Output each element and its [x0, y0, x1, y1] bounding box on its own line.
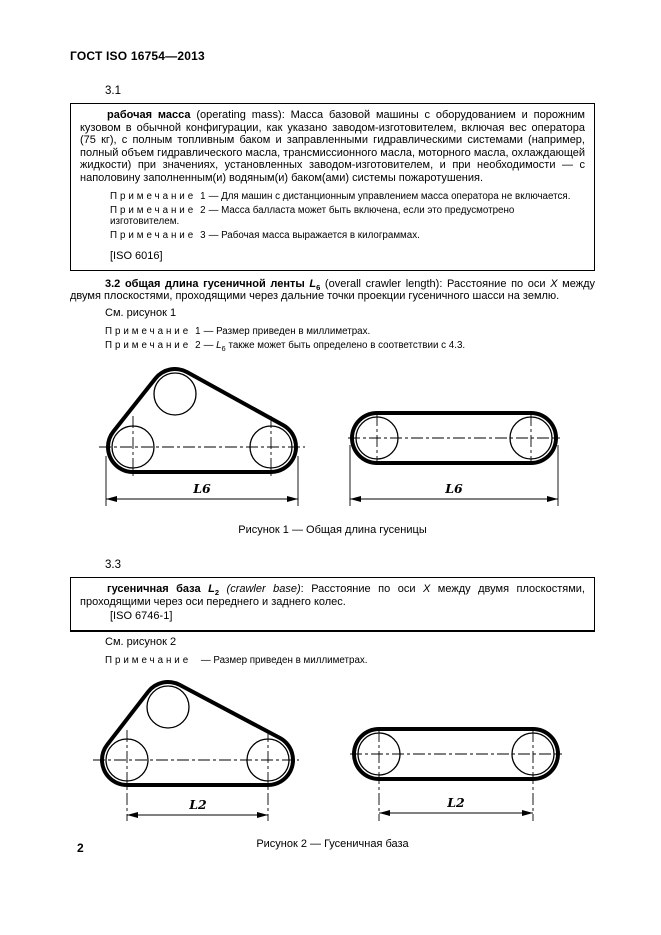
- dimension-arrow-left: [379, 810, 390, 816]
- see-figure-1: См. рисунок 1: [105, 306, 177, 319]
- dimension-label-L2: L2: [189, 796, 207, 812]
- dimension-arrow-right: [257, 812, 268, 818]
- definition-box-3-3: [70, 577, 595, 632]
- definition-3-1: [80, 109, 585, 184]
- iso-reference-6746-1: [ISO 6746-1]: [110, 610, 173, 622]
- figure-1-oval-crawler-drawing: [348, 405, 562, 511]
- figure-1-caption: Рисунок 1 — Общая длина гусеницы: [238, 524, 427, 536]
- figure-1: [70, 359, 595, 511]
- clause-3-3-number: 3.3: [105, 558, 121, 571]
- note-3-1-2: Примечание 2 — Масса балласта может быть включена, если это предусмотрено изготовителем.: [110, 204, 515, 227]
- definition-term: общая длина гусеничной ленты: [124, 277, 310, 290]
- definition-text: (operating mass): Масса базовой машины с оборудованием и порожним кузовом в обычной конфигурации, как указано заводом-изготовителем, включая вес оператора (75 кг), с полным топливным баком и заправленными гидравлическими системами (например, полный объем гидравлического масла, трансмиссионного масла, моторного масла, охлаждающей жидкости) при значениях, установленных заводом-изготовителем, и при необходимости — с наполовину заполненным(и) водяным(и) баком(ами) системы пожаротушения.: [80, 109, 586, 184]
- dimension-arrow-left: [350, 496, 361, 502]
- note-3-1-3: Примечание 3 — Рабочая масса выражается в килограммах.: [110, 229, 420, 241]
- note-3-2-2: Примечание 2 — $L_6$ также может быть определено в соответствии с 4.3.: [105, 339, 466, 353]
- clause-number-inline: 3.2: [105, 277, 125, 290]
- document-header: ГОСТ ISO 16754—2013: [70, 49, 205, 63]
- definition-3-3: гусеничная база $L_2$ (crawler base): Расстояние по оси X между двумя плоскостями, проходящими через оси переднего и заднего колес.: [80, 583, 585, 608]
- dimension-arrow-right: [547, 496, 558, 502]
- definition-box-3-1: [70, 103, 595, 271]
- symbol-L6: L: [216, 339, 222, 351]
- axis-symbol: X: [422, 583, 431, 595]
- axis-symbol: X: [550, 277, 558, 290]
- dimension-label-L6: L6: [193, 481, 211, 496]
- clause-3-1-number: 3.1: [105, 84, 121, 97]
- clause-3-2-definition: 3.2 общая длина гусеничной ленты $L_6$ (overall crawler length): Расстояние по оси X между двумя плоскостями, проходящими через дальние точки проекции гусеничного шасси на землю.: [70, 277, 595, 302]
- note-3-2-1: Примечание 1 — Размер приведен в миллиметрах.: [105, 326, 371, 337]
- note-3-3: Примечание — Размер приведен в миллиметрах.: [105, 655, 368, 666]
- iso-reference-6016: [ISO 6016]: [110, 250, 163, 262]
- dimension-arrow-right: [522, 810, 533, 816]
- page-number: 2: [77, 841, 84, 855]
- figure-2-oval-crawler-drawing: [350, 721, 564, 825]
- figure-2-caption: Рисунок 2 — Гусеничная база: [256, 837, 409, 850]
- dimension-arrow-left: [127, 812, 138, 818]
- figure-1-triangular-crawler-drawing: [96, 359, 308, 511]
- note-3-1-1: Примечание 1 — Для машин с дистанционным управлением масса оператора не включается.: [110, 191, 571, 202]
- dimension-label-L6: L6: [445, 481, 463, 496]
- see-figure-2: См. рисунок 2: [105, 635, 177, 648]
- symbol-L6: L: [309, 277, 317, 290]
- dimension-arrow-right: [287, 496, 298, 502]
- track-inner: [133, 394, 271, 447]
- figure-2: [70, 675, 595, 825]
- figure-2-triangular-crawler-drawing: [90, 675, 302, 825]
- dimension-arrow-left: [106, 496, 117, 502]
- definition-term-english: (crawler base): [219, 583, 301, 595]
- definition-term: рабочая масса: [107, 109, 191, 121]
- dimension-label-L2: L2: [447, 794, 465, 810]
- definition-term: гусеничная база: [107, 583, 209, 595]
- symbol-L2: L: [208, 583, 215, 595]
